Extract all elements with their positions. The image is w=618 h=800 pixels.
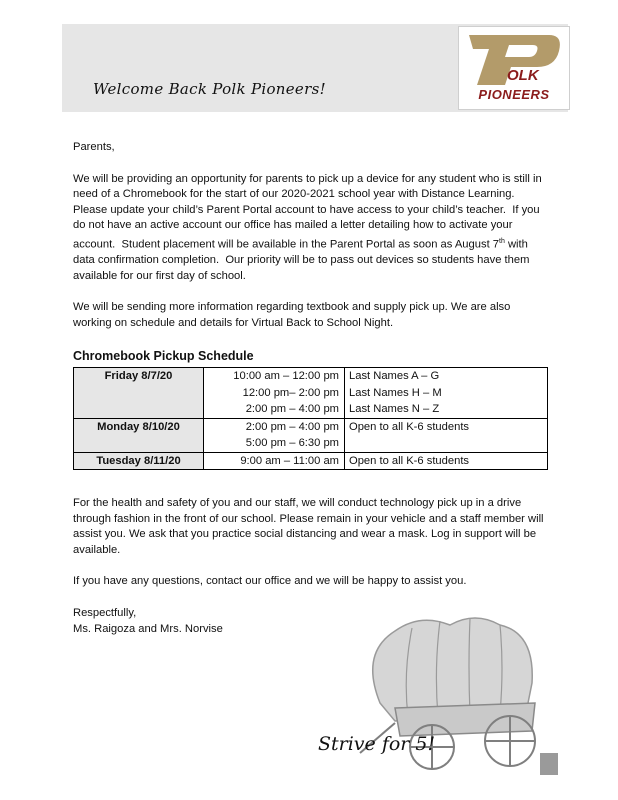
motto-strive-for-5: Strive for 5! [318,733,436,755]
day-cell: Monday 8/10/20 [74,418,204,452]
time-slot: 9:00 am – 11:00 am [240,454,339,467]
group-cell [345,452,548,470]
time-slot: 5:00 pm – 6:30 pm [245,437,339,449]
schedule-title: Chromebook Pickup Schedule [73,349,254,363]
table-row [74,418,548,452]
table-row [74,452,548,470]
time-cell [204,368,345,419]
table-row [74,368,548,419]
signers: Ms. Raigoza and Mrs. Norvise [73,622,223,635]
polk-pioneers-logo [458,26,570,110]
welcome-heading: Welcome Back Polk Pioneers! [93,80,326,98]
group-label: Last Names H – M [349,386,442,399]
day-cell: Friday 8/7/20 [74,368,204,419]
paragraph-device-pickup: We will be providing an opportunity for parents to pick up a device for any student who is still in need of a Chromebook for the start of our 2020-2021 school year with Distance Learning. Please update your child’s Parent Portal account to have access to your child’s teacher. If you do not have an active account our office has mailed a letter detailing how to activate your account. Student placement will be available in the Parent Portal as soon as August 7th with data confirmation completion. Our priority will be to pass out devices so students have them available for our first day of school. [73,172,542,282]
time-slot: 10:00 am – 12:00 pm [233,370,339,382]
group-label: Last Names A – G [349,370,440,382]
time-cell [204,452,345,470]
paragraph-questions: If you have any questions, contact our office and we will be happy to assist you. [73,575,467,588]
time-slot: 2:00 pm – 4:00 pm [245,420,339,433]
letter-body [73,140,551,348]
group-label: Open to all K-6 students [349,420,470,433]
paragraph-safety: For the health and safety of you and our staff, we will conduct technology pick up in a drive through fashion in the front of our school. Please remain in your vehicle and a staff member will assist you. We ask that you practice social distancing and wear a mask. Log in support will be available. [73,497,544,556]
pickup-schedule-table [73,367,548,470]
logo-olk-text: OLK [507,67,539,84]
greeting: Parents, [73,141,115,153]
group-cell [345,418,548,452]
time-slot: 2:00 pm – 4:00 pm [245,403,339,415]
logo-pioneers-text: PIONEERS [478,87,550,102]
signoff: Respectfully, [73,606,137,619]
time-slot: 12:00 pm– 2:00 pm [242,386,339,399]
group-label: Open to all K-6 students [349,454,470,467]
day-cell: Tuesday 8/11/20 [74,452,204,470]
time-cell [204,418,345,452]
group-label: Last Names N – Z [349,403,440,415]
group-cell [345,368,548,419]
paragraph-more-info: We will be sending more information regarding textbook and supply pick up. We are also working on schedule and details for Virtual Back to School Night. [73,301,511,330]
